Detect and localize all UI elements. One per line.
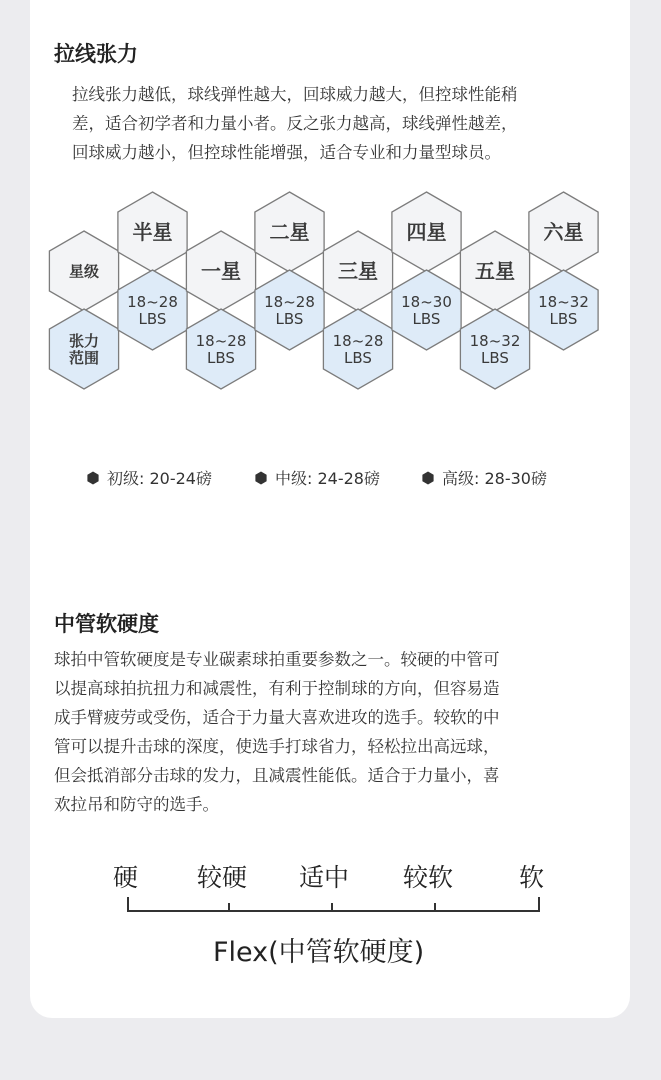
tension-range-label: 18~28 LBS (264, 292, 315, 328)
flex-scale-bracket (0, 890, 661, 920)
hexagon-bullet-icon (86, 471, 100, 485)
flex-scale-title: Flex(中管软硬度) (213, 937, 425, 968)
hexagon-bullet-icon (421, 471, 435, 485)
flex-line: 管可以提升击球的深度，使选手打球省力，轻松拉出高远球， (54, 737, 500, 756)
tension-line: 差，适合初学者和力量小者。反之张力越高，球线弹性越差， (72, 114, 518, 133)
tension-hex-table (0, 0, 661, 460)
hexagon-bullet-icon (254, 471, 268, 485)
flex-line: 球拍中管软硬度是专业碳素球拍重要参数之一。较硬的中管可 (54, 650, 500, 669)
flex-line: 但会抵消部分击球的发力，且减震性能低。适合于力量小，喜 (54, 766, 500, 785)
star-label: 一星 (201, 259, 241, 284)
tension-range-label: 18~32 LBS (538, 292, 589, 328)
star-label: 半星 (132, 220, 173, 245)
level-legend (0, 466, 661, 492)
flex-label-medium: 适中 (299, 863, 350, 892)
legend-item-advanced: 高级: 28-30磅 (421, 466, 547, 489)
star-label: 二星 (269, 220, 310, 245)
row-label-star: 星级 (68, 262, 100, 281)
tension-range-label: 18~32 LBS (469, 331, 521, 367)
flex-label-stiff: 硬 (113, 863, 139, 892)
tension-range-label: 18~28 LBS (332, 331, 384, 367)
flex-line: 欢拉吊和防守的选手。 (54, 795, 219, 814)
section-title-tension: 拉线张力 (54, 42, 138, 66)
tension-range-label: 18~28 LBS (195, 331, 247, 367)
tension-line: 回球威力越小，但控球性能增强，适合专业和力量型球员。 (72, 143, 501, 162)
flex-label-semi-soft: 较软 (403, 863, 454, 892)
star-label: 六星 (543, 220, 584, 245)
flex-line: 以提高球拍抗扭力和减震性，有利于控制球的方向，但容易造 (54, 679, 500, 698)
tension-range-label: 18~28 LBS (127, 292, 178, 328)
legend-item-intermediate: 中级: 24-28磅 (254, 466, 380, 489)
flex-label-semi-stiff: 较硬 (197, 863, 248, 892)
section-title-flex: 中管软硬度 (54, 612, 159, 636)
legend-item-beginner: 初级: 20-24磅 (86, 466, 212, 489)
star-label: 五星 (475, 259, 515, 284)
flex-line: 成手臂疲劳或受伤，适合于力量大喜欢进攻的选手。较软的中 (54, 708, 500, 727)
star-label: 三星 (338, 259, 378, 284)
row-label-range: 张力范围 (68, 331, 100, 367)
flex-paragraph (54, 645, 500, 819)
tension-line: 拉线张力越低，球线弹性越大，回球威力越大，但控球性能稍 (72, 85, 518, 104)
flex-label-soft: 软 (519, 863, 545, 892)
tension-range-label: 18~30 LBS (401, 292, 452, 328)
star-label: 四星 (406, 220, 447, 245)
